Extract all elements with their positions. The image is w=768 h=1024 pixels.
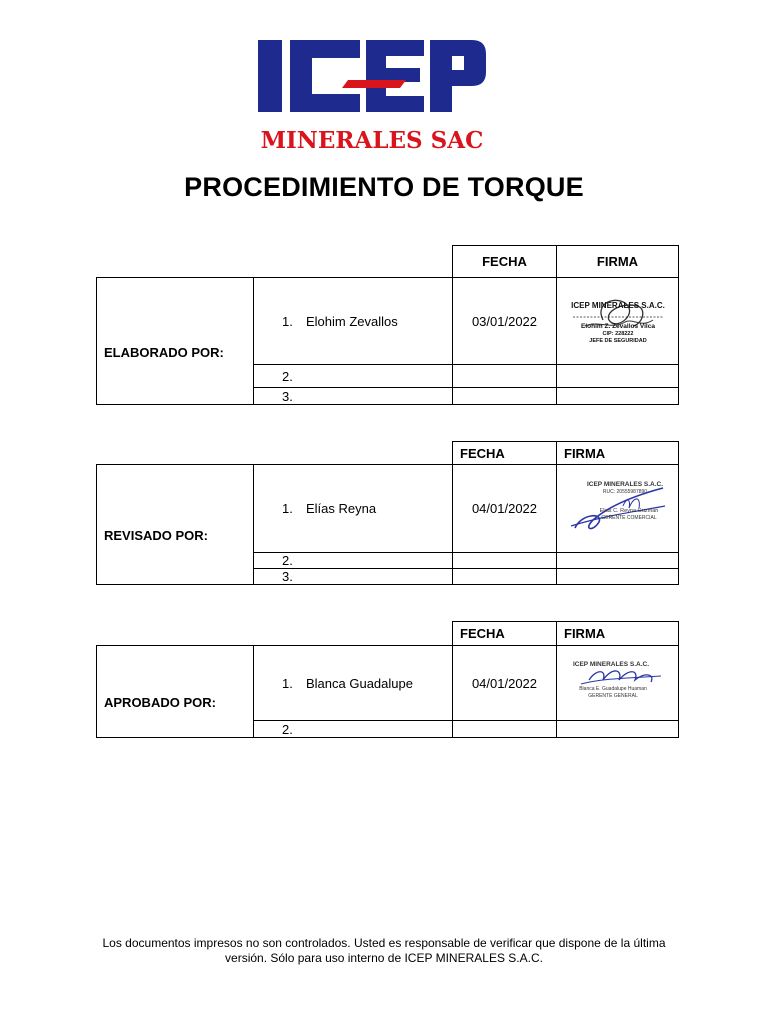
stamp-role: JEFE DE SEGURIDAD bbox=[588, 337, 647, 344]
signing-date: 04/01/2022 bbox=[453, 465, 557, 553]
row-number: 2. bbox=[254, 365, 453, 388]
signature-cell bbox=[557, 646, 679, 721]
row-number: 3. bbox=[254, 569, 453, 585]
stamp-company: ICEP MINERALES S.A.C. bbox=[572, 660, 649, 668]
stamp-role: GERENTE COMERCIAL bbox=[600, 515, 657, 521]
stamp-company: ICEP MINERALES S.A.C. bbox=[586, 481, 663, 488]
stamp-name: Elias C. Reyna Guzman bbox=[599, 508, 658, 514]
revisado-table bbox=[96, 441, 679, 585]
signer-name-cell: 1. Elías Reyna bbox=[254, 465, 453, 553]
footer-disclaimer bbox=[0, 936, 768, 966]
signature-cell bbox=[557, 465, 679, 553]
stamp-cip: CIP: 228222 bbox=[602, 330, 633, 337]
footer-line-2: versión. Sólo para uso interno de ICEP MINERALES S.A.C. bbox=[225, 951, 543, 965]
firma-header: FIRMA bbox=[557, 246, 679, 278]
row-number: 2. bbox=[254, 553, 453, 569]
logo-subtitle: MINERALES SAC bbox=[260, 127, 484, 154]
stamp-name: Blanca E. Guadalupe Huaman bbox=[578, 685, 647, 692]
signature-cell bbox=[557, 278, 679, 365]
stamp-ruc: RUC: 20555987890 bbox=[602, 489, 647, 495]
signature-stamp-image bbox=[563, 476, 673, 538]
firma-header: FIRMA bbox=[557, 442, 679, 465]
signer-name-cell: 1. Blanca Guadalupe bbox=[254, 646, 453, 721]
company-logo bbox=[256, 38, 488, 156]
aprobado-table bbox=[96, 621, 679, 738]
document-title: PROCEDIMIENTO DE TORQUE bbox=[184, 172, 584, 202]
signature-stamp-image bbox=[563, 290, 673, 350]
signer-name-cell: 1. Elohim Zevallos bbox=[254, 278, 453, 365]
footer-line-1: Los documentos impresos no son controlados. Usted es responsable de verificar que dispone de la última bbox=[102, 936, 666, 950]
role-label-elaborado: ELABORADO POR: bbox=[97, 278, 254, 405]
row-number: 2. bbox=[254, 721, 453, 738]
signing-date: 03/01/2022 bbox=[453, 278, 557, 365]
elaborado-table bbox=[96, 245, 679, 405]
stamp-role: GERENTE GENERAL bbox=[587, 692, 638, 699]
role-label-aprobado: APROBADO POR: bbox=[97, 646, 254, 738]
stamp-name: Elohim Z. Zevallos Vilca bbox=[580, 322, 655, 330]
row-number: 3. bbox=[254, 388, 453, 405]
signing-date: 04/01/2022 bbox=[453, 646, 557, 721]
signature-stamp-image bbox=[563, 654, 673, 710]
fecha-header: FECHA bbox=[453, 622, 557, 646]
role-label-revisado: REVISADO POR: bbox=[97, 465, 254, 585]
fecha-header: FECHA bbox=[453, 246, 557, 278]
fecha-header: FECHA bbox=[453, 442, 557, 465]
firma-header: FIRMA bbox=[557, 622, 679, 646]
stamp-company: ICEP MINERALES S.A.C. bbox=[570, 300, 665, 310]
